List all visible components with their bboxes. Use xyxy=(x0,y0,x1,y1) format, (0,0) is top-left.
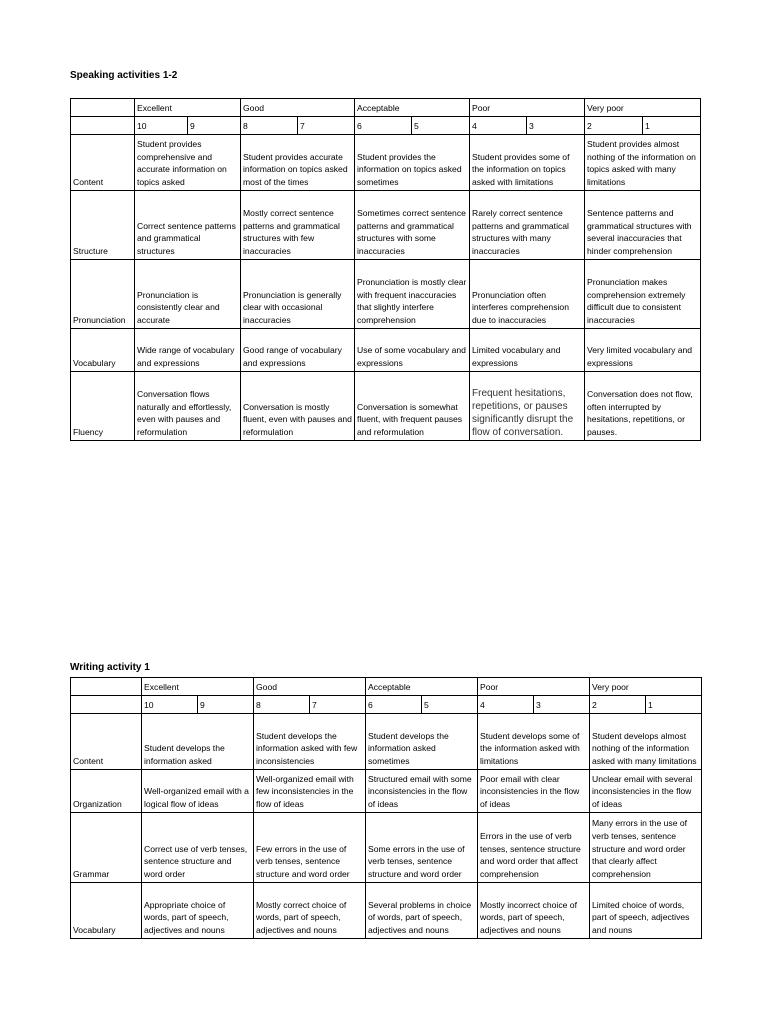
criterion-label: Content xyxy=(71,714,142,770)
level-header-row xyxy=(71,678,702,696)
points-cell: 4 xyxy=(470,117,527,135)
level-header: Very poor xyxy=(585,99,701,117)
level-header-row xyxy=(71,99,701,117)
level-header: Very poor xyxy=(590,678,702,696)
descriptor-cell: Many errors in the use of verb tenses, sentence structure and word order that clearly affect comprehension xyxy=(590,813,702,883)
descriptor-cell: Student develops some of the information asked with limitations xyxy=(478,714,590,770)
points-header-row xyxy=(71,117,701,135)
points-cell: 3 xyxy=(534,696,590,714)
descriptor-cell: Errors in the use of verb tenses, sentence structure and word order that affect comprehension xyxy=(478,813,590,883)
descriptor-cell: Well-organized email with a logical flow of ideas xyxy=(142,770,254,813)
table-row xyxy=(71,714,702,770)
descriptor-cell: Poor email with clear inconsistencies in the flow of ideas xyxy=(478,770,590,813)
descriptor-cell: Limited choice of words, part of speech, adjectives and nouns xyxy=(590,883,702,939)
table-row xyxy=(71,191,701,260)
descriptor-cell: Pronunciation often interferes comprehension due to inaccuracies xyxy=(470,260,585,329)
descriptor-cell: Student provides comprehensive and accurate information on topics asked xyxy=(135,135,241,191)
descriptor-cell: Structured email with some inconsistencies in the flow of ideas xyxy=(366,770,478,813)
points-cell: 8 xyxy=(254,696,310,714)
descriptor-cell: Mostly correct sentence patterns and grammatical structures with few inaccuracies xyxy=(241,191,355,260)
criterion-label: Pronunciation xyxy=(71,260,135,329)
level-header: Excellent xyxy=(135,99,241,117)
descriptor-cell: Conversation does not flow, often interrupted by hesitations, repetitions, or pauses. xyxy=(585,372,701,441)
descriptor-cell: Correct sentence patterns and grammatical structures xyxy=(135,191,241,260)
criterion-header-cell xyxy=(71,117,135,135)
descriptor-cell: Conversation is mostly fluent, even with pauses and reformulation xyxy=(241,372,355,441)
table-row xyxy=(71,770,702,813)
descriptor-cell: Well-organized email with few inconsistencies in the flow of ideas xyxy=(254,770,366,813)
points-cell: 5 xyxy=(412,117,470,135)
table-row xyxy=(71,135,701,191)
writing-rubric-table xyxy=(70,677,702,939)
table-row xyxy=(71,260,701,329)
criterion-label: Vocabulary xyxy=(71,883,142,939)
table-row xyxy=(71,883,702,939)
descriptor-cell: Unclear email with several inconsistencies in the flow of ideas xyxy=(590,770,702,813)
criterion-label: Structure xyxy=(71,191,135,260)
criterion-label: Content xyxy=(71,135,135,191)
descriptor-cell: Conversation flows naturally and effortlessly, even with pauses and reformulation xyxy=(135,372,241,441)
descriptor-cell: Student develops the information asked with few inconsistencies xyxy=(254,714,366,770)
points-cell: 10 xyxy=(135,117,188,135)
level-header: Excellent xyxy=(142,678,254,696)
descriptor-cell: Student develops the information asked sometimes xyxy=(366,714,478,770)
level-header: Acceptable xyxy=(366,678,478,696)
descriptor-cell: Appropriate choice of words, part of speech, adjectives and nouns xyxy=(142,883,254,939)
criterion-label: Fluency xyxy=(71,372,135,441)
descriptor-cell: Mostly incorrect choice of words, part of speech, adjectives and nouns xyxy=(478,883,590,939)
criterion-header-cell xyxy=(71,99,135,117)
descriptor-cell: Some errors in the use of verb tenses, sentence structure and word order xyxy=(366,813,478,883)
descriptor-cell: Correct use of verb tenses, sentence structure and word order xyxy=(142,813,254,883)
points-cell: 1 xyxy=(643,117,701,135)
points-cell: 10 xyxy=(142,696,198,714)
points-cell: 4 xyxy=(478,696,534,714)
speaking-rubric-table xyxy=(70,98,701,441)
descriptor-cell: Student provides the information on topics asked sometimes xyxy=(355,135,470,191)
points-cell: 2 xyxy=(585,117,643,135)
descriptor-cell: Student develops almost nothing of the information asked with many limitations xyxy=(590,714,702,770)
points-cell: 8 xyxy=(241,117,298,135)
criterion-header-cell xyxy=(71,678,142,696)
descriptor-cell: Limited vocabulary and expressions xyxy=(470,329,585,372)
descriptor-cell: Student provides almost nothing of the information on topics asked with many limitations xyxy=(585,135,701,191)
table-row xyxy=(71,813,702,883)
points-header-row xyxy=(71,696,702,714)
descriptor-cell: Student provides some of the information on topics asked with limitations xyxy=(470,135,585,191)
level-header: Acceptable xyxy=(355,99,470,117)
level-header: Good xyxy=(254,678,366,696)
points-cell: 1 xyxy=(646,696,702,714)
descriptor-cell: Pronunciation is consistently clear and accurate xyxy=(135,260,241,329)
speaking-section-title: Speaking activities 1-2 xyxy=(70,70,178,81)
points-cell: 6 xyxy=(355,117,412,135)
descriptor-cell: Use of some vocabulary and expressions xyxy=(355,329,470,372)
descriptor-cell: Pronunciation is mostly clear with frequent inaccuracies that slightly interfere comprehension xyxy=(355,260,470,329)
descriptor-cell: Mostly correct choice of words, part of speech, adjectives and nouns xyxy=(254,883,366,939)
level-header: Poor xyxy=(470,99,585,117)
level-header: Poor xyxy=(478,678,590,696)
descriptor-cell: Frequent hesitations, repetitions, or pauses significantly disrupt the flow of conversation. xyxy=(470,372,585,441)
criterion-header-cell xyxy=(71,696,142,714)
table-row xyxy=(71,372,701,441)
points-cell: 3 xyxy=(527,117,585,135)
descriptor-cell: Several problems in choice of words, part of speech, adjectives and nouns xyxy=(366,883,478,939)
points-cell: 2 xyxy=(590,696,646,714)
descriptor-cell: Pronunciation is generally clear with occasional inaccuracies xyxy=(241,260,355,329)
points-cell: 6 xyxy=(366,696,422,714)
writing-section-title: Writing activity 1 xyxy=(70,662,150,673)
descriptor-cell: Pronunciation makes comprehension extremely difficult due to consistent inaccuracies xyxy=(585,260,701,329)
points-cell: 9 xyxy=(188,117,241,135)
points-cell: 5 xyxy=(422,696,478,714)
criterion-label: Vocabulary xyxy=(71,329,135,372)
criterion-label: Grammar xyxy=(71,813,142,883)
table-row xyxy=(71,329,701,372)
descriptor-cell: Very limited vocabulary and expressions xyxy=(585,329,701,372)
descriptor-cell: Good range of vocabulary and expressions xyxy=(241,329,355,372)
descriptor-cell: Few errors in the use of verb tenses, sentence structure and word order xyxy=(254,813,366,883)
descriptor-cell: Student provides accurate information on topics asked most of the times xyxy=(241,135,355,191)
descriptor-cell: Conversation is somewhat fluent, with frequent pauses and reformulation xyxy=(355,372,470,441)
points-cell: 7 xyxy=(298,117,355,135)
level-header: Good xyxy=(241,99,355,117)
criterion-label: Organization xyxy=(71,770,142,813)
descriptor-cell: Rarely correct sentence patterns and grammatical structures with many inaccuracies xyxy=(470,191,585,260)
points-cell: 9 xyxy=(198,696,254,714)
descriptor-cell: Sentence patterns and grammatical structures with several inaccuracies that hinder comprehension xyxy=(585,191,701,260)
descriptor-cell: Student develops the information asked xyxy=(142,714,254,770)
descriptor-cell: Wide range of vocabulary and expressions xyxy=(135,329,241,372)
points-cell: 7 xyxy=(310,696,366,714)
descriptor-cell: Sometimes correct sentence patterns and grammatical structures with some inaccuracies xyxy=(355,191,470,260)
